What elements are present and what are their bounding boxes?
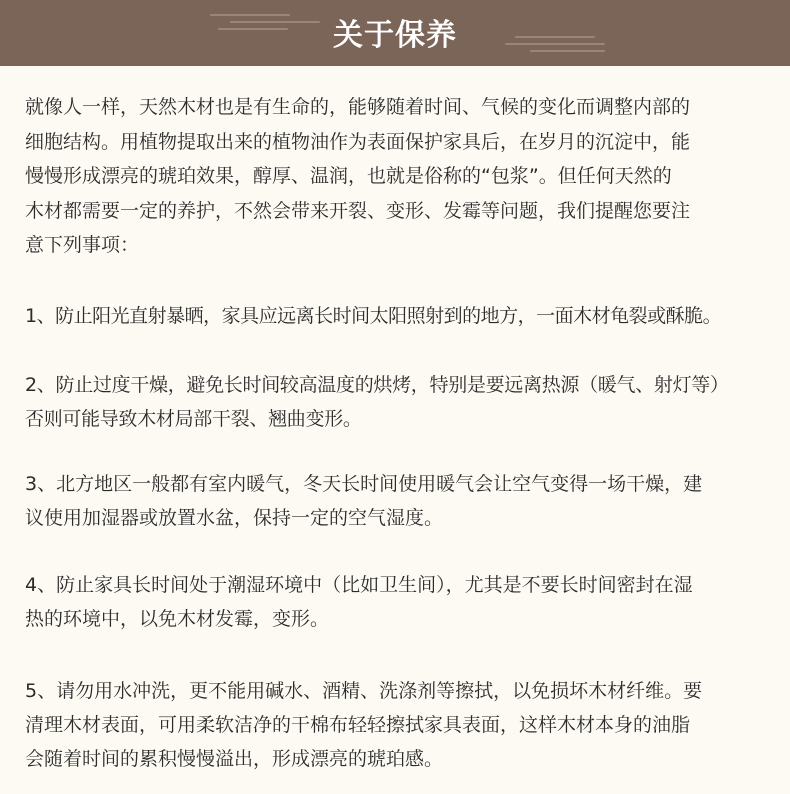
care-item-line: 热的环境中，以免木材发霉，变形。 <box>25 608 330 630</box>
intro-line: 木材都需要一定的养护，不然会带来开裂、变形、发霉等问题，我们提醒您要注 <box>25 199 691 222</box>
care-item-line: 1、防止阳光直射暴晒，家具应远离长时间太阳照射到的地方，一面木材龟裂或酥脆。 <box>25 305 722 327</box>
care-item-line: 4、防止家具长时间处于潮湿环境中（比如卫生间），尤其是不要长时间密封在湿 <box>25 574 693 596</box>
section-header <box>0 0 790 66</box>
care-item-line: 清理木材表面，可用柔软洁净的干棉布轻轻擦拭家具表面，这样木材本身的油脂 <box>25 714 691 736</box>
care-item-2 <box>25 368 729 436</box>
cloud-decoration-right <box>505 34 615 56</box>
care-item-line: 否则可能导致木材局部干裂、翘曲变形。 <box>25 408 362 430</box>
care-item-line: 3、北方地区一般都有室内暖气，冬天长时间使用暖气会让空气变得一场干燥，建 <box>25 473 703 495</box>
care-item-line: 2、防止过度干燥，避免长时间较高温度的烘烤，特别是要远离热源（暖气、射灯等） <box>25 374 729 396</box>
care-item-line: 议使用加湿器或放置水盆，保持一定的空气湿度。 <box>25 507 444 529</box>
care-item-line: 会随着时间的累积慢慢溢出，形成漂亮的琥珀感。 <box>25 748 444 770</box>
intro-line: 慢慢形成漂亮的琥珀效果，醇厚、温润，也就是俗称的“包浆”。但任何天然的 <box>25 165 672 187</box>
care-item-4 <box>25 568 693 636</box>
intro-line: 意下列事项： <box>25 234 140 256</box>
intro-line: 就像人一样，天然木材也是有生命的，能够随着时间、气候的变化而调整内部的 <box>25 96 691 118</box>
care-item-line: 5、请勿用水冲洗，更不能用碱水、酒精、洗涤剂等擦拭，以免损坏木材纤维。要 <box>25 680 703 702</box>
care-item-1 <box>25 299 721 333</box>
intro-paragraph <box>25 90 770 263</box>
intro-line: 细胞结构。用植物提取出来的植物油作为表面保护家具后，在岁月的沉淀中，能 <box>25 130 691 153</box>
section-title: 关于保养 <box>333 18 457 53</box>
care-item-5 <box>25 674 702 776</box>
care-item-3 <box>25 467 702 535</box>
